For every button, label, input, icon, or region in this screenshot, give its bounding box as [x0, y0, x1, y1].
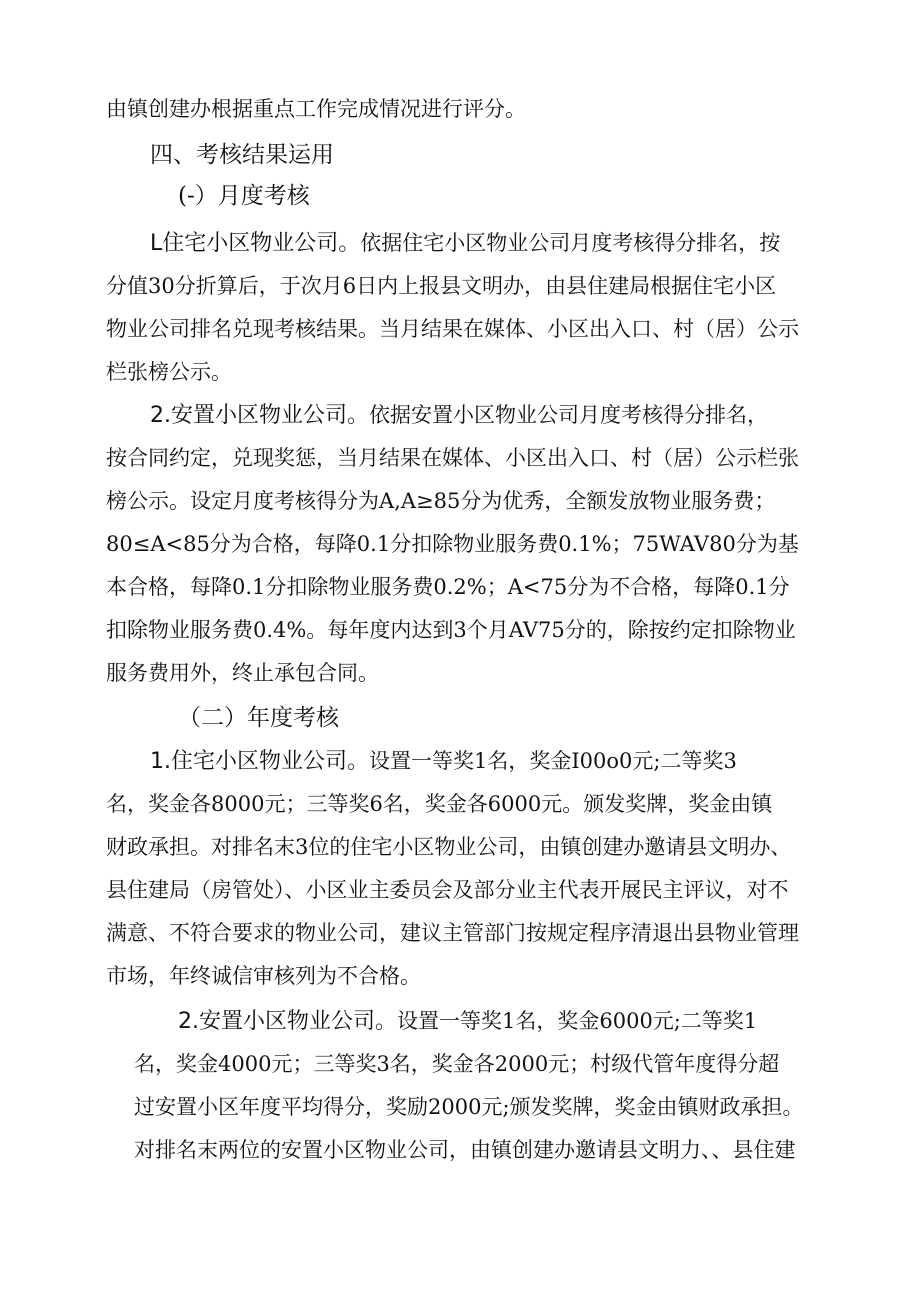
paragraph-first-line	[178, 1006, 757, 1037]
paragraph-lead: 2.安置小区物业公司。	[178, 1009, 397, 1034]
text-line: 榜公示。设定月度考核得分为A,A≥85分为优秀，全额发放物业服务费；	[106, 489, 776, 513]
text-line: 分值30分折算后，于次月6日内上报县文明办，由县住建局根据住宅小区	[106, 274, 777, 298]
section-heading: 四、考核结果运用	[150, 142, 334, 168]
text-line: 由镇创建办根据重点工作完成情况进行评分。	[106, 97, 526, 121]
paragraph-text: 设置一等奖1名，奖金I00o0元;二等奖3	[369, 749, 737, 773]
text-line: 扣除物业服务费0.4%。每年度内达到3个月AV75分的，除按约定扣除物业	[106, 618, 796, 642]
text-line: 满意、不符合要求的物业公司，建议主管部门按规定程序清退出县物业管理	[106, 921, 799, 945]
text-line: 过安置小区年度平均得分，奖励2000元;颁发奖牌，奖金由镇财政承担。	[134, 1095, 804, 1119]
text-line: 服务费用外，终止承包合同。	[106, 661, 379, 685]
text-line: 对排名末两位的安置小区物业公司，由镇创建办邀请县文明力、、县住建	[134, 1138, 796, 1162]
text-line: 物业公司排名兑现考核结果。当月结果在媒体、小区出入口、村（居）公示	[106, 317, 799, 341]
text-line: 80≤A<85分为合格，每降0.1分扣除物业服务费0.1%；75WAV80分为基	[106, 532, 799, 556]
text-line: 县住建局（房管处）、小区业主委员会及部分业主代表开展民主评议，对不	[106, 878, 789, 902]
paragraph-first-line	[150, 746, 737, 777]
paragraph-text: 依据安置小区物业公司月度考核得分排名，	[369, 403, 768, 427]
paragraph-lead: 2.安置小区物业公司。	[150, 403, 369, 428]
text-line: 名，奖金各8000元；三等奖6名，奖金各6000元。颁发奖牌，奖金由镇	[106, 792, 773, 816]
text-line: 市场，年终诚信审核列为不合格。	[106, 964, 421, 988]
paragraph-first-line	[150, 400, 768, 431]
paragraph-first-line	[150, 228, 780, 259]
paragraph-text: 设置一等奖1名，奖金6000元;二等奖1	[397, 1009, 758, 1033]
text-line: 按合同约定，兑现奖惩，当月结果在媒体、小区出入口、村（居）公示栏张	[106, 446, 799, 470]
text-line: 本合格，每降0.1分扣除物业服务费0.2%；A<75分为不合格，每降0.1分	[106, 575, 790, 599]
paragraph-lead: L住宅小区物业公司。	[150, 231, 361, 256]
text-line: 名，奖金4000元；三等奖3名，奖金各2000元；村级代管年度得分超	[134, 1052, 780, 1076]
subsection-heading: （二）年度考核	[178, 705, 339, 731]
paragraph-lead: 1.住宅小区物业公司。	[150, 749, 369, 774]
text-line: 栏张榜公示。	[106, 360, 232, 384]
subsection-heading: (-）月度考核	[178, 183, 310, 209]
paragraph-text: 依据住宅小区物业公司月度考核得分排名，按	[360, 231, 781, 255]
text-line: 财政承担。对排名末3位的住宅小区物业公司，由镇创建办邀请县文明办、	[106, 835, 792, 859]
